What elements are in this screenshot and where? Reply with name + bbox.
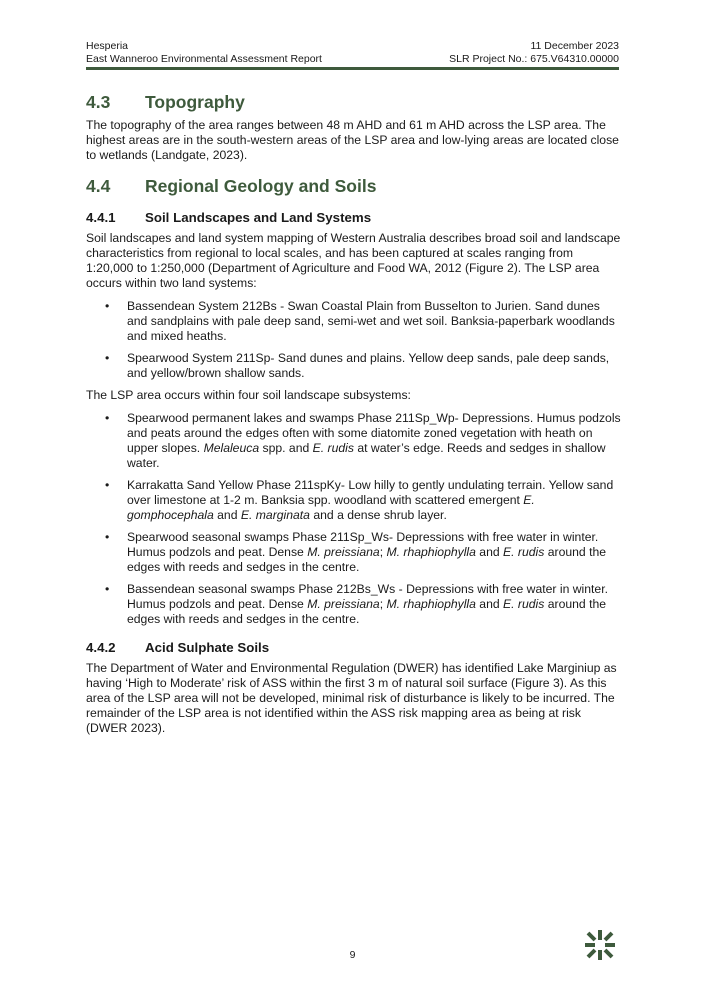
subsection-number: 4.4.1 [86, 210, 116, 225]
soil-landscapes-intro: Soil landscapes and land system mapping of Western Australia describes broad soil and landscape characteristics from regional to local scales, and has been captured at scales ranging from 1:20,000 to 1:250,000 (Department of Agriculture and Food WA, 2012 (Figure 2). The LSP area occurs within two land systems: [86, 231, 621, 290]
list-item: • Spearwood seasonal swamps Phase 211Sp_Ws- Depressions with free water in winter. Humus podzols and peat. Dense M. preissiana; M. rhaphiophylla and E. rudis around the edges with reeds and sedges in the centre. [105, 530, 607, 574]
bullet-glyph: • [105, 478, 110, 492]
list-item: • Bassendean seasonal swamps Phase 212Bs_Ws - Depressions with free water in winter. Humus podzols and peat. Dense M. preissiana; M. rhaphiophylla and E. rudis around the edges with reeds and sedges in the centre. [105, 582, 608, 626]
section-heading-topography [86, 91, 621, 113]
bullet-glyph: • [105, 299, 110, 313]
land-systems-list [86, 299, 621, 381]
topography-paragraph: The topography of the area ranges between 48 m AHD and 61 m AHD across the LSP area. The highest areas are in the south-western areas of the LSP area and low-lying areas are located close to wetlands (Landgate, 2023). [86, 118, 619, 162]
header-date: 11 December 2023 [530, 40, 619, 52]
list-item: • Spearwood System 211Sp- Sand dunes and plains. Yellow deep sands, pale deep sands, and yellow/brown shallow sands. [105, 351, 610, 380]
page-header [86, 40, 619, 66]
soil-subsystems-list [86, 411, 621, 627]
subsection-title: Acid Sulphate Soils [145, 640, 270, 655]
bullet-glyph: • [105, 582, 110, 596]
slr-logo-icon [583, 928, 617, 962]
list-item: • Karrakatta Sand Yellow Phase 211spKy- Low hilly to gently undulating terrain. Yellow sand over limestone at 1-2 m. Banksia spp. woodland with scattered emergent E. gomphocephala and E. marginata and a dense shrub layer. [105, 478, 614, 522]
section-title: Topography [145, 92, 245, 112]
section-number: 4.3 [86, 92, 111, 112]
header-divider [86, 67, 619, 70]
section-title: Regional Geology and Soils [145, 176, 377, 196]
acid-sulphate-paragraph: The Department of Water and Environmental Regulation (DWER) has identified Lake Marginiup as having ‘High to Moderate’ risk of ASS within the first 3 m of natural soil surface (Figure 3). As this area of the LSP area will not be developed, minimal risk of disturbance is likely to be incurred. The remainder of the LSP area is not identified within the ASS risk mapping area as being at risk (DWER 2023). [86, 661, 617, 735]
header-client: Hesperia [86, 40, 129, 52]
bullet-glyph: • [105, 351, 110, 365]
header-project-number: SLR Project No.: 675.V64310.00000 [449, 53, 619, 65]
subsection-title: Soil Landscapes and Land Systems [145, 210, 372, 225]
list-item: • Bassendean System 212Bs - Swan Coastal Plain from Busselton to Jurien. Sand dunes and sandplains with pale deep sand, semi-wet and wet soil. Banksia-paperbark woodlands and mixed heaths. [105, 299, 615, 343]
section-number: 4.4 [86, 176, 111, 196]
subsystems-intro: The LSP area occurs within four soil landscape subsystems: [86, 388, 411, 402]
page-content [86, 91, 621, 736]
subsection-number: 4.4.2 [86, 640, 116, 655]
section-heading-geology [86, 175, 621, 197]
header-report-title: East Wanneroo Environmental Assessment Report [86, 53, 322, 65]
subsection-heading-soil-landscapes [86, 209, 621, 226]
subsection-heading-acid-sulphate [86, 639, 621, 656]
bullet-glyph: • [105, 411, 110, 425]
list-item: • Spearwood permanent lakes and swamps Phase 211Sp_Wp- Depressions. Humus podzols and peats around the edges often with some diatomite zoned vegetation with heath on upper slopes. Melaleuca spp. and E. rudis at water’s edge. Reeds and sedges in shallow water. [105, 411, 621, 470]
page-number: 9 [349, 949, 356, 961]
bullet-glyph: • [105, 530, 110, 544]
